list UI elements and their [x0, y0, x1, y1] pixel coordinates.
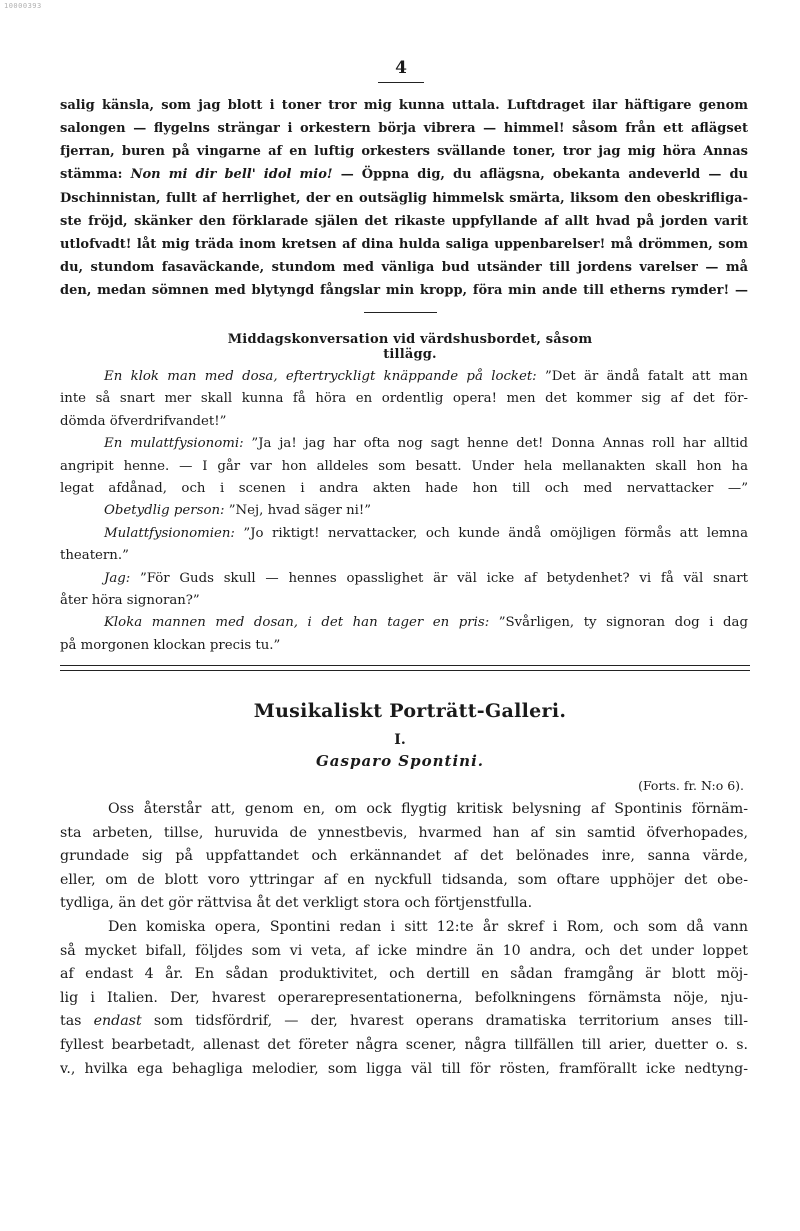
- text-line: salig känsla, som jag blott i toner tror mig kunna uttala. Luftdraget ilar häftigare genom: [60, 98, 748, 113]
- text-run: stämma:: [60, 167, 131, 183]
- conversation-line: inte så snart mer skall kunna få höra en ordentlig opera! men det kommer sig af det för-: [60, 391, 748, 407]
- page-number-rule: [378, 82, 424, 83]
- subheading: Middagskonversation vid värdshusbordet, såsom tillägg.: [227, 332, 593, 362]
- speech-text: ”Jo riktigt! nervattacker, och kunde ändå omöjligen förmås att lemna: [234, 525, 748, 541]
- text-line: salongen — flygelns strängar i orkestern börja vibrera — himmel! såsom från ett aflägset: [60, 121, 748, 137]
- conversation-line: [60, 568, 748, 590]
- text-line: fjerran, buren på vingarne af en luftig orkesters svällande toner, tror jag mig höra Annas: [60, 144, 748, 160]
- speaker-label: Mulattfysionomien:: [104, 525, 235, 541]
- text-line: [60, 163, 748, 186]
- text-line: v., hvilka ega behagliga melodier, som ligga väl till för rösten, framförallt icke nedtyng-: [60, 1060, 748, 1077]
- conversation-line: [60, 433, 748, 455]
- text-line: eller, om de blott voro yttringar af en nyckfull tidsanda, som oftare upphöjer det obe-: [60, 871, 748, 888]
- text-line: du, stundom fasaväckande, stundom med vänliga bud utsänder till jordens varelser — må: [60, 259, 748, 275]
- section-number: I.: [394, 732, 406, 748]
- intro-paragraph: [60, 94, 748, 302]
- text-line: Dschinnistan, fullt af herrlighet, der en outsäglig himmelsk smärta, liksom den obeskrifliga-: [60, 190, 748, 206]
- speaker-label: Kloka mannen med dosan, i det han tager en pris:: [104, 615, 490, 631]
- conversation-line: [60, 366, 748, 388]
- speaker-label: Obetydlig person:: [104, 503, 225, 519]
- text-line: sta arbeten, tillse, huruvida de ynnestbevis, hvarmed han af sin samtid öfverhopades,: [60, 824, 748, 841]
- italic-word: endast: [93, 1013, 142, 1030]
- conversation-line: angripit henne. — I går var hon alldeles som besatt. Under hela mellanakten skall hon ha: [60, 458, 748, 474]
- text-line: utlofvadt! låt mig träda inom kretsen af dina hulda saliga uppenbarelser! må drömmen, som: [60, 236, 748, 252]
- text-line: grundade sig på uppfattandet och erkännandet af det belönades inre, sanna värde,: [60, 848, 748, 865]
- conversation-line: åter höra signoran?”: [60, 592, 200, 608]
- separator-rule: [364, 312, 437, 313]
- text-line: den, medan sömnen med blytyngd fångslar min kropp, föra min ande till etherns rymder! —: [60, 283, 748, 299]
- text-line: Den komiska opera, Spontini redan i sitt 12:te år skref i Rom, och som då vann: [108, 918, 748, 935]
- text-line: af endast 4 år. En sådan produktivitet, och dertill en sådan framgång är blott möj-: [60, 966, 748, 983]
- composer-name: Gasparo Spontini.: [316, 752, 484, 770]
- text-line: så mycket bifall, följdes som vi veta, af icke mindre än 10 andra, och det under loppet: [60, 942, 748, 959]
- page-number: 4: [395, 58, 407, 78]
- speaker-label: En klok man med dosa, eftertryckligt knäppande på locket:: [104, 369, 537, 384]
- speech-text: ”Det är ändå fatalt att man: [536, 369, 748, 384]
- conversation-line: dömda öfverdrifvandet!”: [60, 413, 227, 429]
- speech-text: ”För Guds skull — hennes opasslighet är väl icke af betydenhet? vi få väl snart: [130, 570, 748, 586]
- text-line: lig i Italien. Der, hvarest operarepresentationerna, befolkningens förnämsta nöje, nju-: [60, 989, 748, 1006]
- conversation-line: [60, 500, 748, 522]
- text-line: fyllest bearbetadt, allenast det företer några scener, några tillfällen till arier, duetter o. s.: [60, 1036, 748, 1053]
- continuation-note: (Forts. fr. N:o 6).: [638, 778, 744, 793]
- text-line: ste fröjd, skänker den förklarade själen det rikaste uppfyllande af allt hvad på jorden varit: [60, 213, 748, 229]
- speaker-label: Jag:: [104, 570, 131, 586]
- conversation-block: [60, 366, 748, 657]
- archive-stamp: 10000393: [4, 2, 42, 10]
- text-run: som tidsfördrif, — der, hvarest operans dramatiska territorium anses till-: [141, 1013, 748, 1030]
- speech-text: ”Ja ja! jag har ofta nog sagt henne det! Donna Annas roll har alltid: [243, 436, 748, 452]
- text-line: tydliga, än det gör rättvisa åt det verkligt stora och förtjenstfulla.: [60, 895, 533, 912]
- text-run: tas: [60, 1013, 94, 1030]
- italic-quote: Non mi dir bell' idol mio!: [130, 167, 333, 183]
- conversation-line: theatern.”: [60, 548, 129, 564]
- speech-text: ”Nej, hvad säger ni!”: [224, 503, 372, 519]
- conversation-line: på morgonen klockan precis tu.”: [60, 637, 281, 653]
- article-body: [60, 798, 748, 1081]
- section-title: Musikaliskt Porträtt-Galleri.: [253, 700, 567, 722]
- conversation-line: [60, 612, 748, 634]
- speaker-label: En mulattfysionomi:: [104, 436, 244, 452]
- speech-text: ”Svårligen, ty signoran dog i dag: [489, 615, 748, 631]
- section-divider: [60, 665, 750, 671]
- conversation-line: [60, 523, 748, 545]
- conversation-line: legat afdånad, och i scenen i andra akten hade hon till och med nervattacker —”: [60, 480, 748, 496]
- text-run: — Öppna dig, du aflägsna, obekanta andeverld — du: [332, 167, 748, 183]
- text-line: Oss återstår att, genom en, om ock flygtig kritisk belysning af Spontinis förnäm-: [108, 801, 748, 817]
- text-line: [60, 1010, 748, 1034]
